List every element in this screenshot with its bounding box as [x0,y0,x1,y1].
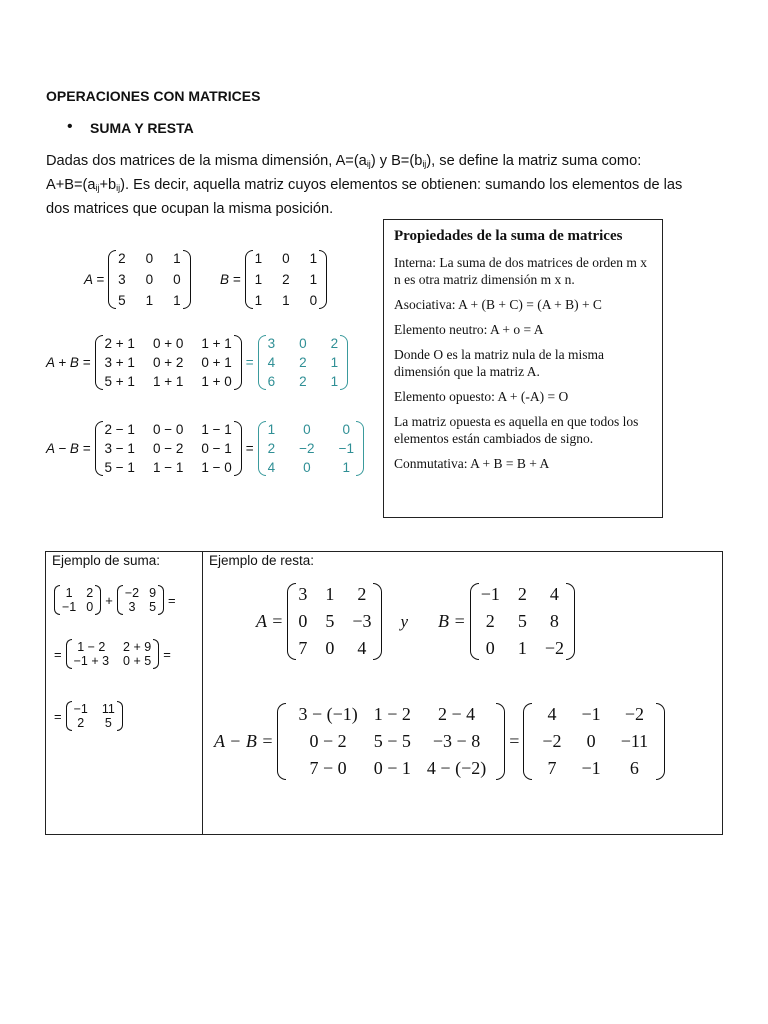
example-a-label: A = [256,611,284,631]
difference-example-definitions [256,583,575,660]
matrix-a-cells: 2 0 1 3 0 0 5 1 1 [118,251,181,308]
property-commutative: Conmutativa: A + B = B + A [394,456,550,471]
sum-example-plus: + [105,592,113,608]
sum-example-equals-1: = [168,592,176,608]
property-associative: Asociativa: A + (B + C) = (A + B) + C [394,297,602,312]
difference-equation [46,421,364,476]
property-neutral-element: Elemento neutro: A + o = A [394,322,544,337]
example-difference-result-matrix: 4 −1 −2 −2 0 −11 7 −1 6 [542,704,649,778]
intro-paragraph: Dadas dos matrices de la misma dimensión, $A=(a_{ij})$ y $B=(b_{ij})$, se define la matriz suma como: $A+B=(a_{ij}+b_{ij})$. Es decir, aquella matriz cuyos elementos se obtienen: sumando los elementos de las dos matrices que ocupan la misma posición. [46,153,683,217]
example-matrix-a: 3 1 2 0 5 −3 7 0 4 [298,584,372,658]
properties-title: Propiedades de la suma de matrices [394,228,623,244]
page-heading: OPERACIONES CON MATRICES [46,88,261,104]
properties-box [383,219,663,518]
sum-equation [46,335,348,390]
sum-example-equals-3: = [163,646,171,662]
difference-label: A − B = [46,441,91,456]
example-difference-work-matrix: 3 − (−1) 1 − 2 2 − 4 0 − 2 5 − 5 −3 − 8 7 − 0 0 − 1 4 − (−2) [298,704,487,778]
section-heading: SUMA Y RESTA [90,120,194,136]
sum-example-matrix-1: 1 2 −1 0 [62,586,94,614]
bullet-icon: • [67,118,73,135]
examples-table-divider [202,551,203,835]
example-difference-equals: = [509,731,520,751]
sum-example-header: Ejemplo de suma: [52,553,161,568]
sum-example-result-matrix: −1 11 2 5 [73,702,115,730]
difference-example-computation [214,703,665,780]
matrix-b-definition [220,250,327,309]
property-internal: Interna: La suma de dos matrices de orden m x n es otra matriz dimensión m x n. [394,255,648,287]
difference-equals-sign: = [245,441,254,456]
property-opposite-matrix-note: La matriz opuesta es aquella en que todos los elementos están cambiados de signo. [394,414,639,446]
example-b-label: B = [438,611,466,631]
property-null-matrix-note: Donde O es la matriz nula de la misma dimensión que la matriz A. [394,347,604,379]
sum-example-matrix-2: −2 9 3 5 [124,586,157,614]
sum-example-line-2 [50,639,175,669]
property-opposite-element: Elemento opuesto: A + (-A) = O [394,389,569,404]
matrix-a-definition [84,250,191,309]
difference-work-matrix: 2 − 1 0 − 0 1 − 1 3 − 1 0 − 2 0 − 1 5 − 1 1 − 1 1 − 0 [104,422,232,475]
difference-result-matrix: 1 0 0 2 −2 −1 4 0 1 [267,422,354,475]
sum-label: A + B = [46,355,91,370]
matrix-b-cells: 1 0 1 1 2 1 1 1 0 [254,251,318,308]
sum-work-matrix: 2 + 1 0 + 0 1 + 1 3 + 1 0 + 2 0 + 1 5 + 1 1 + 1 1 + 0 [104,336,232,389]
example-matrix-b: −1 2 4 2 5 8 0 1 −2 [480,584,564,658]
sum-equals-sign: = [245,355,254,370]
matrix-a-label: A = [84,272,105,287]
sum-example-work-matrix: 1 − 2 2 + 9 −1 + 3 0 + 5 [73,640,152,668]
example-difference-label: A − B = [214,731,274,751]
sum-example-line-3 [50,701,123,731]
difference-example-header: Ejemplo de resta: [209,553,315,568]
sum-example-equals-4: = [54,708,62,724]
sum-result-matrix: 3 0 2 4 2 1 6 2 1 [267,336,339,389]
sum-example-equals-2: = [54,646,62,662]
example-and-word: y [400,611,409,631]
sum-example-line-1 [54,585,202,615]
matrix-b-label: B = [220,272,241,287]
